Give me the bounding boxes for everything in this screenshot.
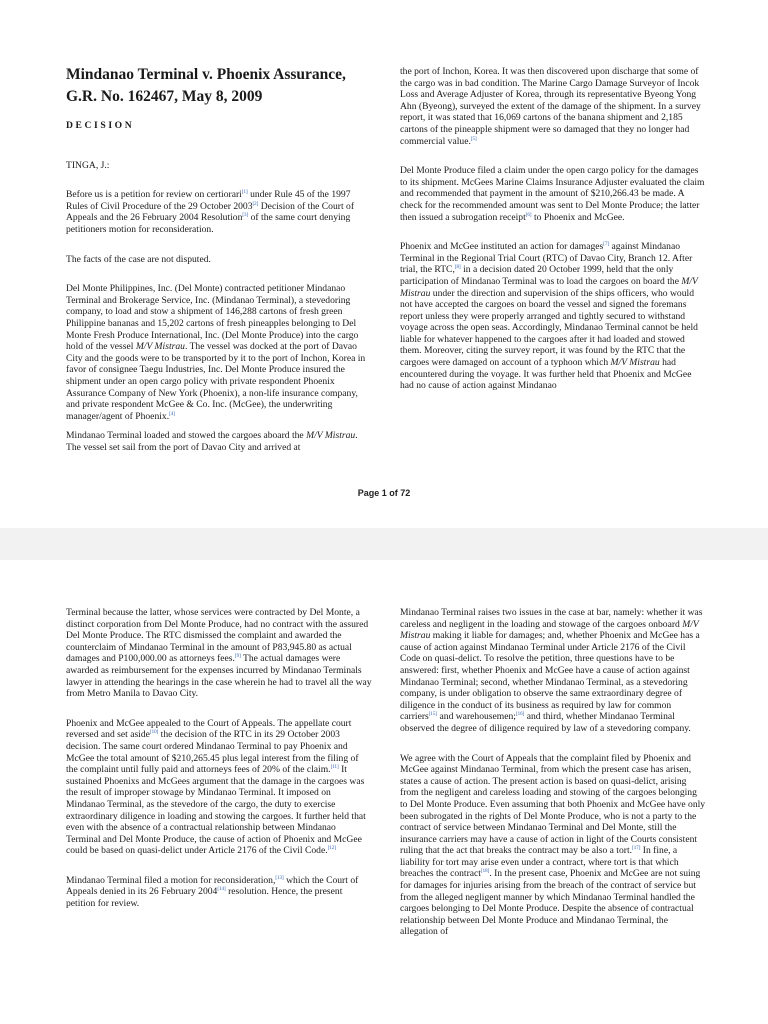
footnote-link[interactable]: [7] [603,241,610,247]
paragraph-intro: Before us is a petition for review on certiorari[1] under Rule 45 of the 1997 Rules of Civil Procedure of the 29 October 2003[2] Decision of the Court of Appeals and the 26 February 2004 Resolution[3] of the same court denying petitioners motion for reconsideration. [66,189,355,235]
decision-heading: DECISION [66,120,135,131]
footnote-link[interactable]: [3] [242,213,249,219]
footnote-link[interactable]: [10] [149,730,159,736]
paragraph-background: Del Monte Philippines, Inc. (Del Monte) contracted petitioner Mindanao Terminal and Brokerage Service, Inc. (Mindanao Terminal), a stevedoring company, to load and stow a shipment of 146,288 cartons of fresh green Philippine bananas and 15,202 cartons of fresh pineapples belonging to Del Monte Fresh Produce International, Inc. (Del Monte Produce) into the cargo hold of the vessel M/V Mistrau. The vessel was docked at the port of Davao City and the goods were to be transported by it to the port of Inchon, Korea in favor of consignee Taegu Industries, Inc. Del Monte Produce insured the shipment under an open cargo policy with private respondent Phoenix Assurance Company of New York (Phoenix), a non-life insurance company, and private respondent McGee & Co. Inc. (McGee), the underwriting manager/agent of Phoenix.[4] [66,283,366,422]
paragraph-facts: The facts of the case are not disputed. [66,253,211,265]
footnote-link[interactable]: [14] [217,887,226,893]
page1-left-column [66,64,372,471]
footnote-link[interactable]: [4] [169,411,175,417]
footnote-link[interactable]: [15] [428,712,438,718]
footnote-link[interactable]: [6] [525,212,532,218]
paragraph-appeal: Phoenix and McGee appealed to the Court of Appeals. The appellate court reversed and set aside[10] the decision of the RTC in its 29 October 2003 decision. The same court ordered Mindanao Terminal to pay Phoenix and McGee the total amount of $210,265.45 plus legal interest from the filing of the complaint until fully paid and attorneys fees of 20% of the claim.[11] It sustained Phoenixs and McGees argument that the damage in the cargoes was the result of improper stowage by Mindanao Terminal. It imposed on Mindanao Terminal, as the stevedore of the cargo, the duty to exercise extraordinary diligence in loading and stowing the cargoes. It further held that even with the absence of a contractual relationship between Mindanao Terminal and Del Monte Produce, the cause of action of Phoenix and McGee could be based on quasi-delict under Article 2176 of the Civil Code.[12] [66,717,366,857]
paragraph-loading: Mindanao Terminal loaded and stowed the cargoes aboard the M/V Mistrau. The vessel set sail from the port of Davao City and arrived at [66,430,358,453]
footnote-link[interactable]: [9] [234,654,241,660]
page2-left-column [66,607,372,928]
paragraph-rtc-decision: Phoenix and McGee instituted an action for damages[7] against Mindanao Terminal in the Regional Trial Court (RTC) of Davao City, Branch 12. After trial, the RTC,[8] in a decision dated 20 October 1999, held that the only participation of Mindanao Terminal was to load the cargoes on board the M/V Mistrau under the direction and supervision of the ships officers, who would not have accepted the cargoes on board the vessel and signed the foremans report unless they were properly arranged and tightly secured to withstand voyage across the open seas. Accordingly, Mindanao Terminal cannot be held liable for whatever happened to the cargoes after it had loaded and stowed them. Moreover, citing the survey report, it was found by the RTC that the cargoes were damaged on account of a typhoon which M/V Mistrau had encountered during the voyage. It was further held that Phoenix and McGee had no cause of action against Mindanao [400,241,698,392]
footnote-link[interactable]: [12] [327,846,336,852]
footnote-link[interactable]: [1] [241,190,248,195]
paragraph-damage-survey: the port of Inchon, Korea. It was then discovered upon discharge that some of the cargo was in bad condition. The Marine Cargo Damage Surveyor of Incok Loss and Average Adjuster of Korea, through its representative Byeong Yong Ahn (Byeong), surveyed the extent of the damage of the shipment. In a survey report, it was stated that 16,069 cartons of the banana shipment and 2,185 cartons of the pineapple shipment were so damaged that they no longer had commercial value.[5] [400,66,701,147]
footnote-link[interactable]: [18] [480,869,490,875]
paragraph-claim: Del Monte Produce filed a claim under the open cargo policy for the damages to its shipment. McGees Marine Claims Insurance Adjuster evaluated the claim and recommended that payment in the amount of $210,266.43 be made. A check for the recommended amount was sent to Del Monte Produce; the latter then issued a subrogation receipt[6] to Phoenix and McGee. [400,165,705,223]
page1-right-column [400,66,706,410]
author-line: TINGA, J.: [66,159,110,171]
footnote-link[interactable]: [16] [515,712,525,718]
paragraph-reconsideration: Mindanao Terminal filed a motion for reconsideration,[13] which the Court of Appeals denied in its 26 February 2004[14] resolution. Hence, the present petition for review. [66,874,359,910]
page-gap [0,528,768,560]
paragraph-ruling: We agree with the Court of Appeals that the complaint filed by Phoenix and McGee against Mindanao Terminal, from which the present case has arisen, states a cause of action. The present action is based on quasi-delict, arising from the negligent and careless loading and stowing of the cargoes belonging to Del Monte Produce. Even assuming that both Phoenix and McGee have only been subrogated in the rights of Del Monte Produce, who is not a party to the contract of service between Mindanao Terminal and Del Monte, still the insurance carriers may have a cause of action in light of the Courts consistent ruling that the act that breaks the contract may be also a tort.[17] In fine, a liability for tort may arise even under a contract, where tort is that which breaches the contract[18]. In the present case, Phoenix and McGee are not suing for damages for injuries arising from the breach of the contract of service but from the alleged negligent manner by which Mindanao Terminal handled the cargoes belonging to Del Monte Produce. Despite the absence of contractual relationship between Del Monte Produce and Mindanao Terminal, the allegation of [400,752,706,938]
paragraph-issues: Mindanao Terminal raises two issues in the case at bar, namely: whether it was careless and negligent in the loading and stowage of the cargoes onboard M/V Mistrau making it liable for damages; and, whether Phoenix and McGee has a cause of action against Mindanao Terminal under Article 2176 of the Civil Code on quasi-delict. To resolve the petition, three questions have to be answered: first, whether Phoenix and McGee have a cause of action against Mindanao Terminal; second, whether Mindanao Terminal, as a stevedoring company, is under obligation to observe the same extraordinary degree of diligence in the conduct of its business as required by law for common carriers[15] and warehousemen;[16] and third, whether Mindanao Terminal observed the degree of diligence required by law of a stevedoring company. [400,607,703,734]
page2-right-column [400,607,706,956]
footnote-link[interactable]: [13] [275,875,284,881]
footnote-link[interactable]: [5] [470,136,477,142]
page-footer: Page 1 of 72 [357,488,411,498]
footnote-link[interactable]: [2] [252,201,259,207]
page-title: Mindanao Terminal v. Phoenix Assurance, G.R. No. 162467, May 8, 2009 [66,66,346,105]
footnote-link[interactable]: [11] [330,764,339,770]
footnote-link[interactable]: [17] [632,846,641,852]
paragraph-rtc-dismissal: Terminal because the latter, whose services were contracted by Del Monte, a distinct corporation from Del Monte Produce, had no contract with the assured Del Monte Produce. The RTC dismissed the complaint and awarded the counterclaim of Mindanao Terminal in the amount of P83,945.80 as actual damages and P100,000.00 as attorneys fees.[9] The actual damages were awarded as reimbursement for the expenses incurred by Mindanao Terminals lawyer in attending the hearings in the case wherein he had to travel all the way from Metro Manila to Davao City. [66,607,372,700]
footnote-link[interactable]: [8] [454,265,461,271]
